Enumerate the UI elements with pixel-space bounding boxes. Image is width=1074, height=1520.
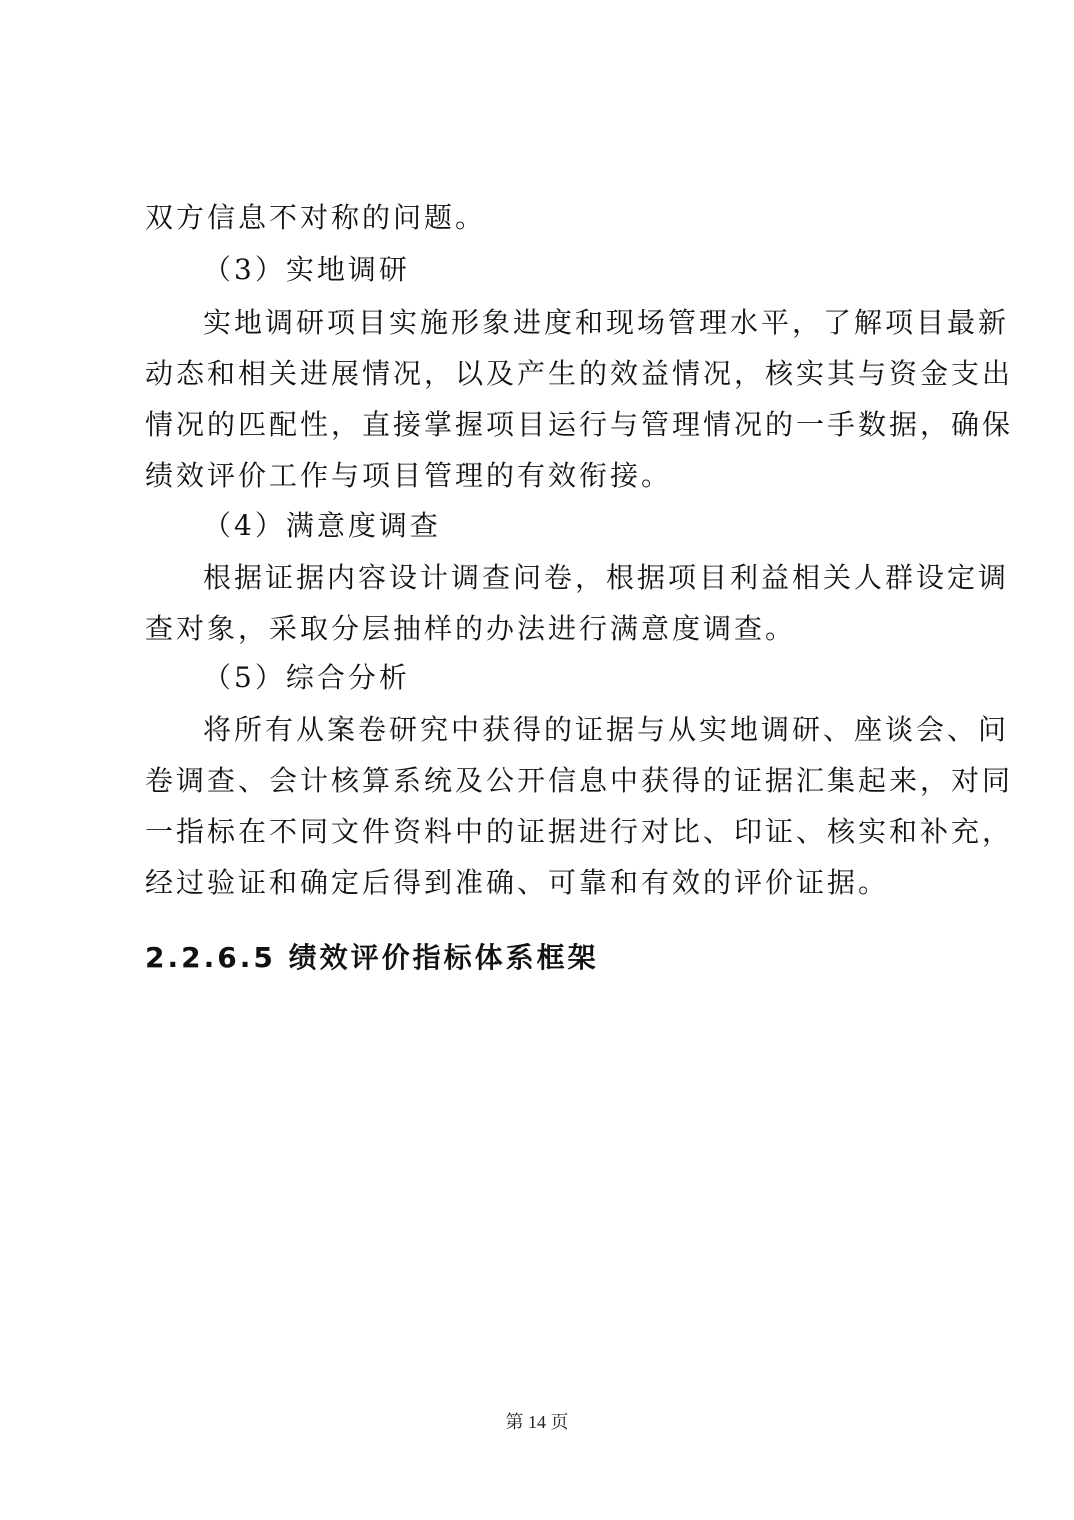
subsection-title-field-research: （3）实地调研 [203, 253, 410, 286]
paragraph-line: 卷调查、会计核算系统及公开信息中获得的证据汇集起来，对同 [145, 764, 1014, 797]
paragraph-line: 情况的匹配性，直接掌握项目运行与管理情况的一手数据，确保 [145, 408, 1014, 441]
paragraph-line: 动态和相关进展情况，以及产生的效益情况，核实其与资金支出 [145, 357, 1014, 390]
subsection-title-satisfaction-survey: （4）满意度调查 [203, 509, 441, 542]
paragraph-line: 一指标在不同文件资料中的证据进行对比、印证、核实和补充， [145, 815, 1014, 848]
paragraph-line: 双方信息不对称的问题。 [145, 201, 487, 234]
paragraph-line: 根据证据内容设计调查问卷，根据项目利益相关人群设定调 [203, 561, 1010, 594]
subsection-title-comprehensive-analysis: （5）综合分析 [203, 661, 410, 694]
paragraph-line: 查对象，采取分层抽样的办法进行满意度调查。 [145, 612, 797, 645]
paragraph-line: 经过验证和确定后得到准确、可靠和有效的评价证据。 [145, 866, 890, 899]
page-number: 第 14 页 [505, 1412, 569, 1432]
paragraph-line: 将所有从案卷研究中获得的证据与从实地调研、座谈会、问 [203, 713, 1010, 746]
paragraph-line: 实地调研项目实施形象进度和现场管理水平，了解项目最新 [203, 306, 1010, 339]
section-heading: 2.2.6.5 绩效评价指标体系框架 [145, 941, 599, 974]
paragraph-line: 绩效评价工作与项目管理的有效衔接。 [145, 459, 673, 492]
